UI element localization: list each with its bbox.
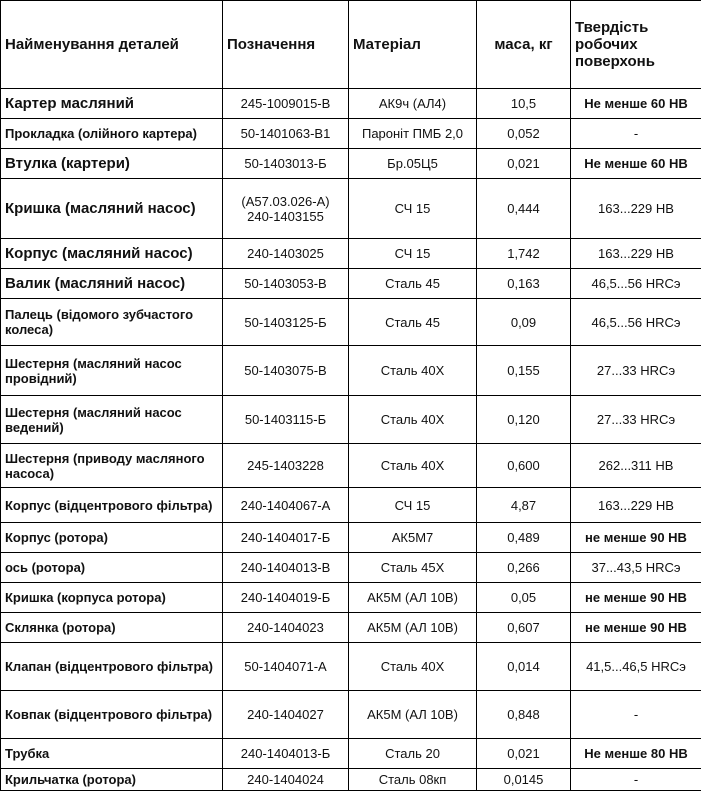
cell-mass: 0,052	[477, 119, 571, 149]
cell-hardness: -	[571, 119, 701, 149]
table-row	[1, 553, 701, 583]
cell-code: 50-1403115-Б	[223, 396, 349, 444]
cell-mass: 1,742	[477, 239, 571, 269]
cell-material: СЧ 15	[349, 179, 477, 239]
cell-material: АК9ч (АЛ4)	[349, 89, 477, 119]
cell-name: Шестерня (приводу масляного насоса)	[1, 444, 223, 488]
table-row	[1, 643, 701, 691]
table-row	[1, 299, 701, 346]
cell-material: Сталь 45	[349, 299, 477, 346]
cell-hardness: -	[571, 691, 701, 739]
cell-mass: 0,848	[477, 691, 571, 739]
cell-hardness: Не менше 60 НВ	[571, 149, 701, 179]
cell-name: Прокладка (олійного картера)	[1, 119, 223, 149]
cell-name: Картер масляний	[1, 89, 223, 119]
cell-material: Сталь 40Х	[349, 643, 477, 691]
cell-material: АК5М7	[349, 523, 477, 553]
table-row	[1, 583, 701, 613]
cell-mass: 0,021	[477, 149, 571, 179]
cell-name: Ковпак (відцентрового фільтра)	[1, 691, 223, 739]
cell-name: Корпус (масляний насос)	[1, 239, 223, 269]
table-row	[1, 239, 701, 269]
cell-code: 50-1403125-Б	[223, 299, 349, 346]
table-row	[1, 396, 701, 444]
cell-mass: 0,021	[477, 739, 571, 769]
table-row	[1, 613, 701, 643]
cell-code: 240-1404013-В	[223, 553, 349, 583]
cell-name: Трубка	[1, 739, 223, 769]
table-row	[1, 149, 701, 179]
cell-mass: 0,489	[477, 523, 571, 553]
cell-mass: 0,266	[477, 553, 571, 583]
header-mass: маса, кг	[477, 1, 571, 89]
cell-mass: 0,600	[477, 444, 571, 488]
cell-mass: 0,120	[477, 396, 571, 444]
cell-code: (А57.03.026-А) 240-1403155	[223, 179, 349, 239]
cell-material: АК5М (АЛ 10В)	[349, 691, 477, 739]
cell-name: Корпус (відцентрового фільтра)	[1, 488, 223, 523]
cell-name: Втулка (картери)	[1, 149, 223, 179]
table-row	[1, 269, 701, 299]
header-row	[1, 1, 701, 89]
cell-name: Валик (масляний насос)	[1, 269, 223, 299]
cell-code: 240-1403025	[223, 239, 349, 269]
cell-material: Сталь 20	[349, 739, 477, 769]
cell-name: Склянка (ротора)	[1, 613, 223, 643]
cell-mass: 0,607	[477, 613, 571, 643]
cell-code: 50-1403053-В	[223, 269, 349, 299]
cell-hardness: -	[571, 769, 701, 791]
cell-material: АК5М (АЛ 10В)	[349, 583, 477, 613]
header-hardness: Твердість робочих поверхонь	[571, 1, 701, 89]
cell-mass: 0,163	[477, 269, 571, 299]
cell-name: Крильчатка (ротора)	[1, 769, 223, 791]
cell-hardness: не менше 90 НВ	[571, 613, 701, 643]
cell-name: Клапан (відцентрового фільтра)	[1, 643, 223, 691]
cell-material: СЧ 15	[349, 239, 477, 269]
cell-code: 245-1403228	[223, 444, 349, 488]
cell-code: 240-1404023	[223, 613, 349, 643]
table-row	[1, 444, 701, 488]
cell-hardness: 262...311 НВ	[571, 444, 701, 488]
table-row	[1, 488, 701, 523]
table-row	[1, 769, 701, 791]
cell-material: АК5М (АЛ 10В)	[349, 613, 477, 643]
cell-name: Шестерня (масляний насос ведений)	[1, 396, 223, 444]
table-row	[1, 89, 701, 119]
cell-hardness: 37...43,5 HRCэ	[571, 553, 701, 583]
cell-name: ось (ротора)	[1, 553, 223, 583]
cell-code: 50-1401063-В1	[223, 119, 349, 149]
table-row	[1, 523, 701, 553]
cell-code: 50-1404071-А	[223, 643, 349, 691]
cell-material: Сталь 45	[349, 269, 477, 299]
table-row	[1, 739, 701, 769]
cell-hardness: Не менше 80 НВ	[571, 739, 701, 769]
cell-material: Паронiт ПМБ 2,0	[349, 119, 477, 149]
cell-code: 240-1404017-Б	[223, 523, 349, 553]
table-row	[1, 119, 701, 149]
cell-code: 50-1403075-В	[223, 346, 349, 396]
cell-mass: 0,05	[477, 583, 571, 613]
cell-hardness: 163...229 НВ	[571, 179, 701, 239]
cell-code: 240-1404013-Б	[223, 739, 349, 769]
cell-mass: 0,0145	[477, 769, 571, 791]
cell-name: Кришка (масляний насос)	[1, 179, 223, 239]
cell-material: Сталь 40Х	[349, 346, 477, 396]
table-row	[1, 179, 701, 239]
cell-mass: 4,87	[477, 488, 571, 523]
cell-code: 240-1404067-А	[223, 488, 349, 523]
cell-mass: 0,014	[477, 643, 571, 691]
cell-name: Корпус (ротора)	[1, 523, 223, 553]
cell-code: 240-1404024	[223, 769, 349, 791]
cell-code: 50-1403013-Б	[223, 149, 349, 179]
cell-hardness: 27...33 HRCэ	[571, 396, 701, 444]
cell-material: Сталь 40Х	[349, 444, 477, 488]
cell-code: 245-1009015-В	[223, 89, 349, 119]
cell-hardness: 46,5...56 HRCэ	[571, 269, 701, 299]
cell-mass: 0,09	[477, 299, 571, 346]
cell-name: Шестерня (масляний насос провідний)	[1, 346, 223, 396]
cell-name: Кришка (корпуса ротора)	[1, 583, 223, 613]
header-code: Позначення	[223, 1, 349, 89]
header-name: Найменування деталей	[1, 1, 223, 89]
cell-hardness: не менше 90 НВ	[571, 523, 701, 553]
cell-material: СЧ 15	[349, 488, 477, 523]
cell-mass: 0,444	[477, 179, 571, 239]
cell-name: Палець (відомого зубчастого колеса)	[1, 299, 223, 346]
cell-hardness: Не менше 60 НВ	[571, 89, 701, 119]
cell-material: Сталь 08кп	[349, 769, 477, 791]
cell-hardness: 46,5...56 HRCэ	[571, 299, 701, 346]
cell-hardness: 163...229 НВ	[571, 239, 701, 269]
cell-material: Сталь 40Х	[349, 396, 477, 444]
cell-hardness: 41,5...46,5 HRCэ	[571, 643, 701, 691]
cell-material: Бр.05Ц5	[349, 149, 477, 179]
cell-mass: 0,155	[477, 346, 571, 396]
cell-mass: 10,5	[477, 89, 571, 119]
table-row	[1, 691, 701, 739]
table-row	[1, 346, 701, 396]
cell-hardness: не менше 90 НВ	[571, 583, 701, 613]
cell-code: 240-1404019-Б	[223, 583, 349, 613]
cell-hardness: 27...33 HRCэ	[571, 346, 701, 396]
cell-hardness: 163...229 НВ	[571, 488, 701, 523]
cell-material: Сталь 45Х	[349, 553, 477, 583]
cell-code: 240-1404027	[223, 691, 349, 739]
header-material: Матеріал	[349, 1, 477, 89]
